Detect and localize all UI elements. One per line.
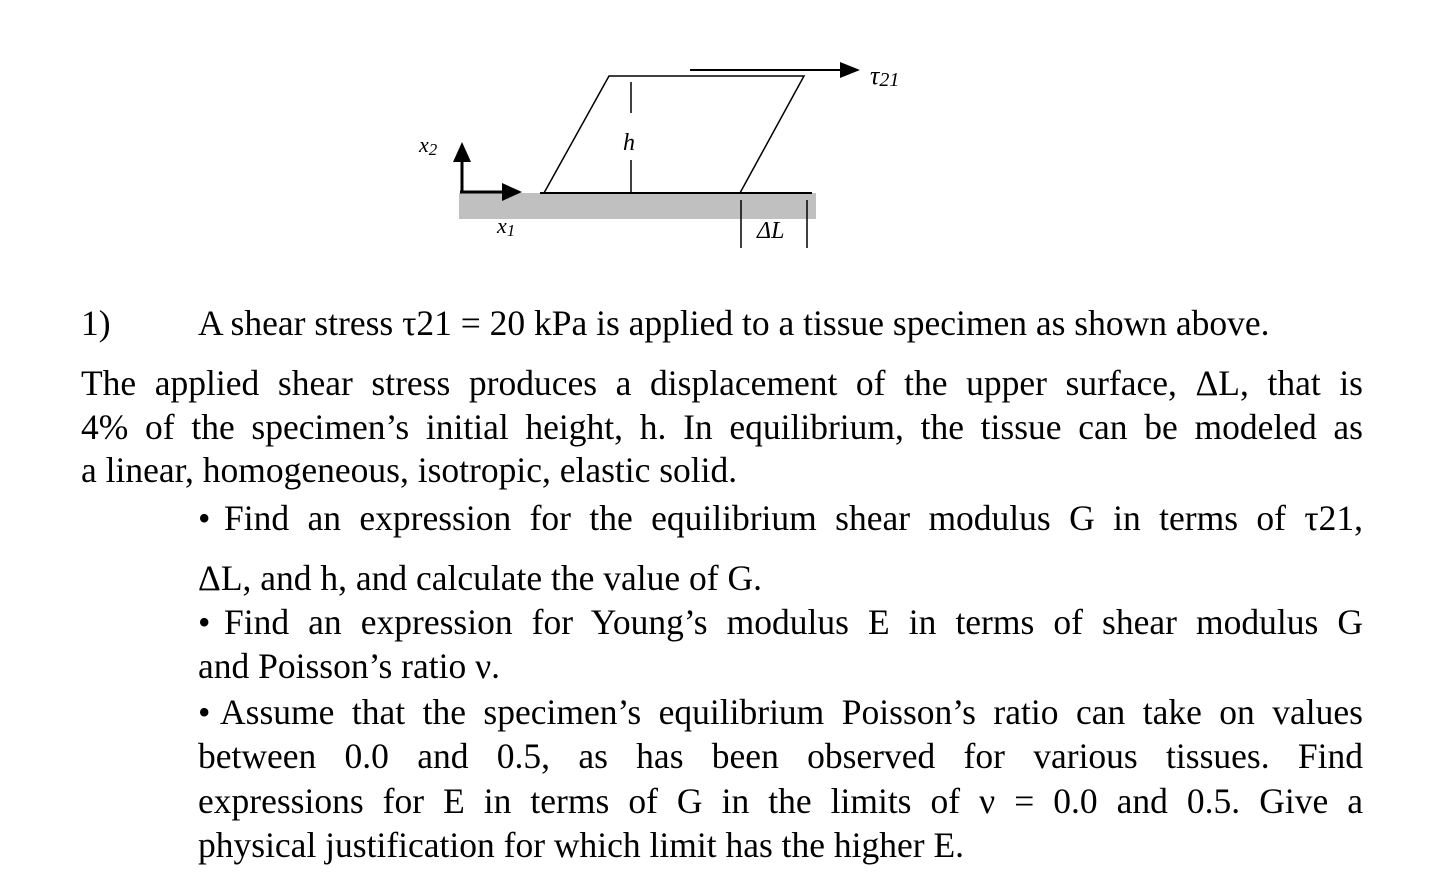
x1-label: x1: [497, 213, 516, 240]
bullet-dot-1: •: [198, 498, 211, 538]
bullet-2-line-2: and Poisson’s ratio ν.: [198, 646, 501, 686]
problem-line-1: A shear stress τ21 = 20 kPa is applied to a tissue specimen as shown above.: [198, 303, 1270, 343]
problem-number: 1): [81, 303, 111, 343]
base-plate: [459, 193, 816, 219]
sheared-specimen: [544, 76, 804, 193]
bullet-3-line-1: Assume that the specimen’s equilibrium Poisson’s ratio can take on values: [220, 692, 1363, 732]
bullet-3-line-4: physical justification for which limit has the higher E.: [198, 825, 965, 865]
x2-axis-arrow: [453, 142, 471, 192]
x2-label: x2: [419, 132, 438, 159]
bullet-3-line-3: expressions for E in terms of G in the limits of ν = 0.0 and 0.5. Give a: [198, 781, 1363, 821]
problem-line-2: The applied shear stress produces a displacement of the upper surface, ΔL, that is: [81, 363, 1363, 403]
tau-label: τ21: [870, 61, 900, 91]
bullet-dot-2: •: [198, 602, 211, 642]
bullet-3-line-2: between 0.0 and 0.5, as has been observed for various tissues. Find: [198, 736, 1363, 776]
bullet-2-line-1: Find an expression for Young’s modulus E in terms of shear modulus G: [224, 602, 1363, 642]
problem-line-4: a linear, homogeneous, isotropic, elastic solid.: [81, 450, 738, 490]
bullet-1-line-2: ΔL, and h, and calculate the value of G.: [198, 558, 762, 598]
problem-line-3: 4% of the specimen’s initial height, h. In equilibrium, the tissue can be modeled as: [81, 407, 1363, 447]
bullet-dot-3: •: [198, 692, 211, 732]
h-label: h: [623, 130, 635, 156]
bullet-1-line-1: Find an expression for the equilibrium shear modulus G in terms of τ21,: [224, 498, 1363, 538]
shear-diagram: [0, 0, 1436, 270]
dl-label: ΔL: [757, 218, 785, 244]
